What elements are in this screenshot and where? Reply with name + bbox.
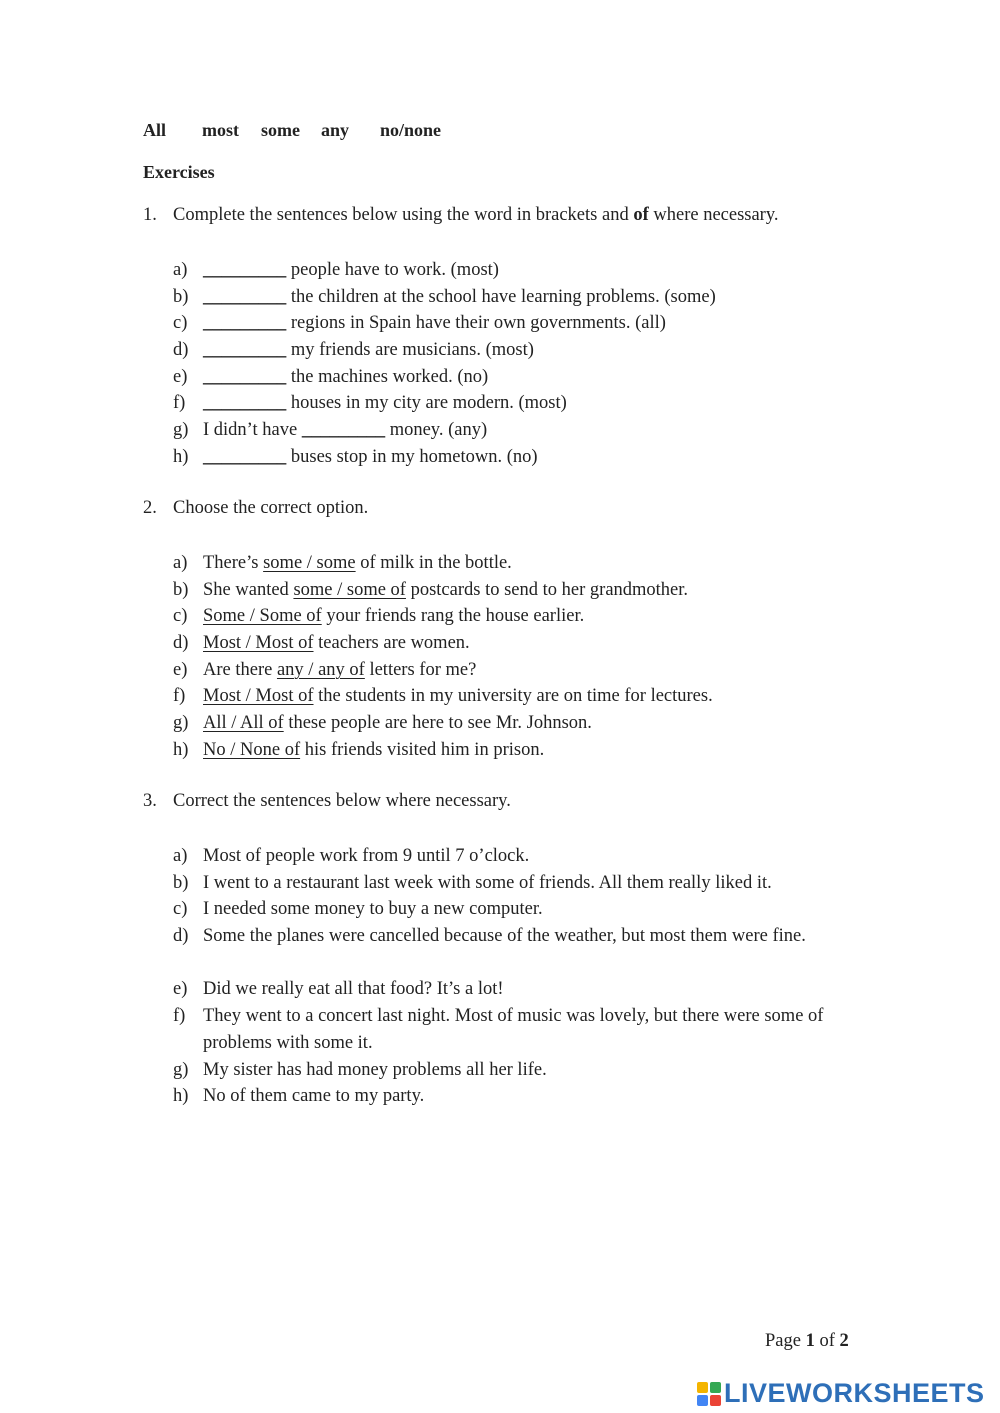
item-text-before: Are there [203, 659, 277, 680]
item-text: Most of people work from 9 until 7 o’clock. [203, 846, 530, 866]
item-label: e) [173, 366, 188, 387]
item-label: c) [173, 313, 188, 334]
heading-word-most: most [202, 120, 239, 140]
exercise3-item [173, 870, 828, 897]
item-text: letters for me? [364, 659, 477, 680]
item-label: b) [173, 579, 189, 600]
option-choice[interactable]: All / All of [203, 713, 284, 734]
exercise2-item [173, 737, 713, 764]
item-label: e) [173, 659, 188, 680]
item-label: f) [173, 686, 186, 707]
exercise1-list [173, 257, 716, 471]
exercise3-item [173, 843, 828, 870]
item-text-before: She wanted [203, 579, 294, 600]
item-label: e) [173, 979, 188, 1000]
item-text: teachers are women. [313, 633, 470, 654]
exercise2-item [173, 683, 713, 710]
exercise2-item [173, 657, 713, 684]
exercise3-item [173, 1057, 828, 1084]
exercise2-list [173, 550, 713, 764]
answer-blank[interactable]: _________ [203, 286, 287, 307]
exercise1-item [173, 417, 716, 444]
exercise3-item [173, 896, 828, 923]
item-text: regions in Spain have their own governments. (all) [286, 313, 666, 334]
item-text: Did we really eat all that food? It’s a lot! [203, 979, 504, 1000]
option-choice[interactable]: No / None of [203, 739, 301, 760]
item-label: b) [173, 286, 189, 307]
item-text: I went to a restaurant last week with some of friends. All them really liked it. [203, 872, 772, 893]
exercise2-item [173, 577, 713, 604]
item-label: h) [173, 446, 189, 467]
item-label: f) [173, 393, 186, 414]
item-text: people have to work. (most) [286, 260, 499, 280]
option-choice[interactable]: Most / Most of [203, 633, 314, 654]
item-text: the machines worked. (no) [286, 366, 489, 387]
liveworksheets-icon [697, 1382, 721, 1406]
exercise-number: 1. [143, 205, 157, 225]
item-label: a) [173, 260, 188, 280]
item-label: h) [173, 739, 189, 760]
option-choice[interactable]: some / some [263, 553, 356, 573]
item-text: No of them came to my party. [203, 1086, 425, 1107]
item-label: c) [173, 899, 188, 920]
item-text: the children at the school have learning problems. (some) [286, 286, 716, 307]
exercise-number: 3. [143, 791, 157, 811]
item-text: money. (any) [385, 420, 488, 441]
item-text-before: I didn’t have [203, 420, 302, 441]
item-label: a) [173, 553, 188, 573]
heading-word-all: All [143, 120, 167, 140]
item-text: your friends rang the house earlier. [321, 606, 585, 627]
item-label: g) [173, 1059, 189, 1080]
exercise1-instruction: 1. Complete the sentences below using the word in brackets and of where necessary. [143, 205, 779, 225]
exercise3-item [173, 1083, 828, 1110]
item-label: c) [173, 606, 188, 627]
item-text: these people are here to see Mr. Johnson. [283, 713, 592, 734]
item-text: They went to a concert last night. Most of music was lovely, but there were some of problems with some it. [203, 1006, 824, 1053]
exercise1-item [173, 284, 716, 311]
item-label: d) [173, 340, 189, 361]
heading-word-any: any [321, 120, 350, 140]
item-text: my friends are musicians. (most) [286, 340, 534, 361]
exercise3-item [173, 976, 828, 1003]
exercise-number: 2. [143, 498, 157, 518]
exercise1-item [173, 390, 716, 417]
liveworksheets-logo [697, 1378, 985, 1409]
option-choice[interactable]: some / some of [293, 579, 406, 600]
option-choice[interactable]: any / any of [276, 659, 365, 680]
answer-blank[interactable]: _________ [203, 366, 287, 387]
exercise1-item [173, 337, 716, 364]
exercise2-item [173, 550, 713, 577]
answer-blank[interactable]: _________ [203, 260, 287, 280]
heading-word-none: no/none [380, 120, 442, 140]
option-choice[interactable]: Most / Most of [203, 686, 314, 707]
exercise3-instruction: 3. Correct the sentences below where necessary. [143, 791, 511, 811]
topic-heading [143, 120, 441, 141]
exercise2-item [173, 603, 713, 630]
exercise1-item [173, 444, 716, 471]
item-text: My sister has had money problems all her life. [203, 1059, 547, 1080]
exercise3-list [173, 843, 828, 1110]
item-text: I needed some money to buy a new computer. [203, 899, 543, 920]
item-label: f) [173, 1006, 186, 1027]
item-text: the students in my university are on time for lectures. [313, 686, 713, 707]
item-text: houses in my city are modern. (most) [286, 393, 567, 414]
answer-blank[interactable]: _________ [203, 340, 287, 361]
item-label: b) [173, 872, 189, 893]
item-text: Some the planes were cancelled because of the weather, but most them were fine. [203, 926, 806, 947]
item-text: of milk in the bottle. [355, 553, 512, 573]
item-label: h) [173, 1086, 189, 1107]
exercise3-item [173, 923, 828, 976]
exercise1-item [173, 310, 716, 337]
exercise2-item [173, 630, 713, 657]
exercise3-item [173, 1003, 828, 1056]
item-label: a) [173, 846, 188, 866]
exercise2-instruction: 2. Choose the correct option. [143, 498, 369, 518]
answer-blank[interactable]: _________ [203, 393, 287, 414]
item-label: d) [173, 633, 189, 654]
item-label: d) [173, 926, 189, 947]
item-text: buses stop in my hometown. (no) [286, 446, 538, 467]
item-label: g) [173, 420, 189, 441]
page-number: Page 1 of 2 [765, 1331, 849, 1351]
heading-word-some: some [261, 120, 300, 140]
exercises-title: Exercises [143, 162, 215, 182]
answer-blank[interactable]: _________ [203, 313, 287, 334]
answer-blank[interactable]: _________ [203, 446, 287, 467]
item-label: g) [173, 713, 189, 734]
item-text: his friends visited him in prison. [300, 739, 545, 760]
brand-name: LIVEWORKSHEETS [724, 1378, 985, 1408]
answer-blank[interactable]: _________ [301, 420, 386, 441]
option-choice[interactable]: Some / Some of [203, 606, 322, 627]
item-text-before: There’s [203, 553, 264, 573]
exercise1-item [173, 257, 716, 284]
exercise1-item [173, 364, 716, 391]
exercise2-item [173, 710, 713, 737]
item-text: postcards to send to her grandmother. [405, 579, 689, 600]
